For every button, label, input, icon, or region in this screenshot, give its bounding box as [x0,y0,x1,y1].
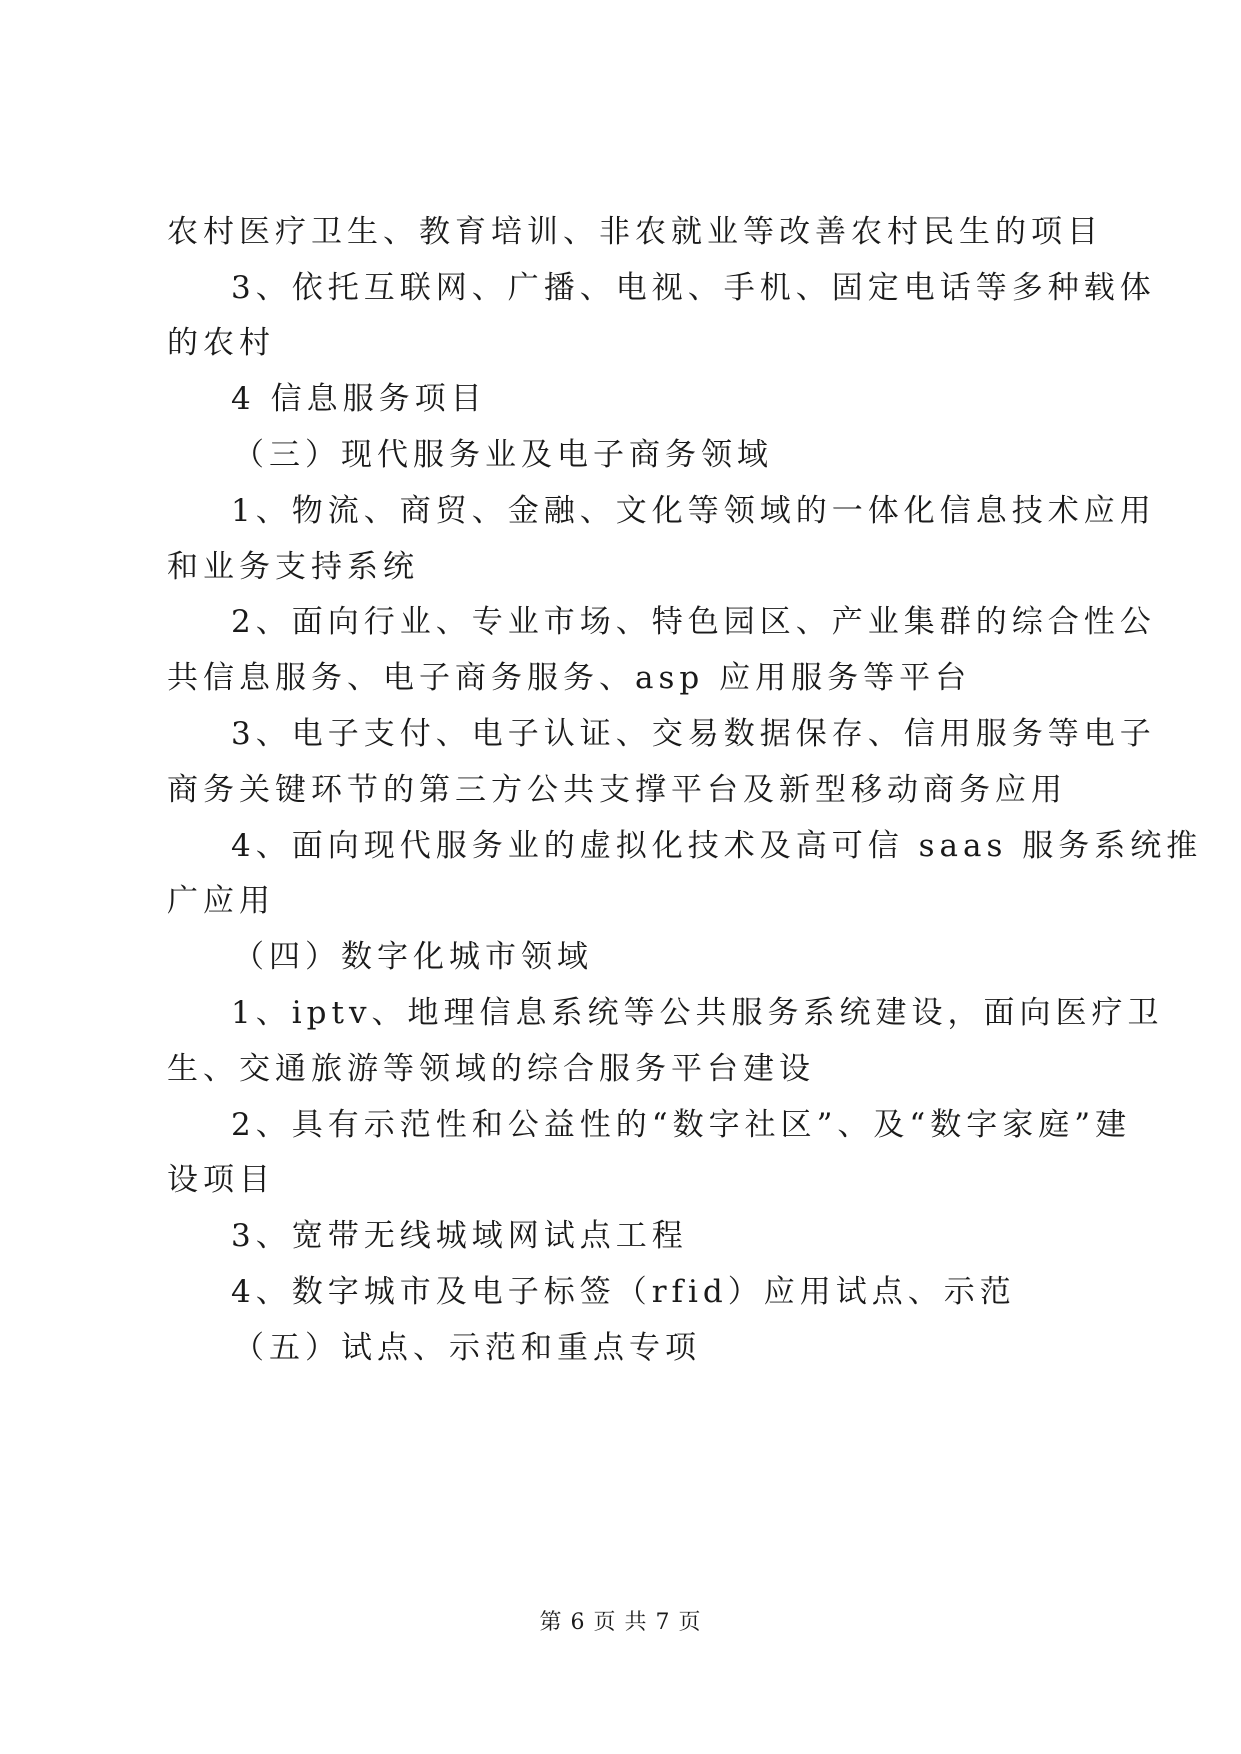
text-line: 生、交通旅游等领域的综合服务平台建设 [167,1051,815,1087]
text-line: 4 信息服务项目 [231,381,487,417]
text-line: 1、物流、商贸、金融、文化等领域的一体化信息技术应用 [231,493,1156,529]
text-line: 商务关键环节的第三方公共支撑平台及新型移动商务应用 [167,772,1067,808]
text-line: 设项目 [167,1162,275,1198]
text-line: 广应用 [167,883,275,919]
text-line: 共信息服务、电子商务服务、asp 应用服务等平台 [167,660,972,696]
text-line: 4、数字城市及电子标签（rfid）应用试点、示范 [231,1274,1016,1310]
text-line: 和业务支持系统 [167,549,419,585]
section-heading: （四）数字化城市领域 [233,939,593,975]
section-heading: （三）现代服务业及电子商务领域 [233,437,773,473]
text-line: 2、面向行业、专业市场、特色园区、产业集群的综合性公 [231,604,1156,640]
text-line: 农村医疗卫生、教育培训、非农就业等改善农村民生的项目 [167,214,1103,250]
text-line: 1、iptv、地理信息系统等公共服务系统建设，面向医疗卫 [231,995,1164,1031]
text-line: 4、面向现代服务业的虚拟化技术及高可信 saas 服务系统推 [231,828,1203,864]
text-line: 3、宽带无线城域网试点工程 [231,1218,688,1254]
text-line: 2、具有示范性和公益性的“数字社区”、及“数字家庭”建 [231,1107,1132,1143]
section-heading: （五）试点、示范和重点专项 [233,1330,701,1366]
text-line: 3、电子支付、电子认证、交易数据保存、信用服务等电子 [231,716,1156,752]
text-line: 的农村 [167,325,275,361]
text-line: 3、依托互联网、广播、电视、手机、固定电话等多种载体 [231,270,1156,306]
page-number-footer: 第 6 页 共 7 页 [539,1610,702,1635]
